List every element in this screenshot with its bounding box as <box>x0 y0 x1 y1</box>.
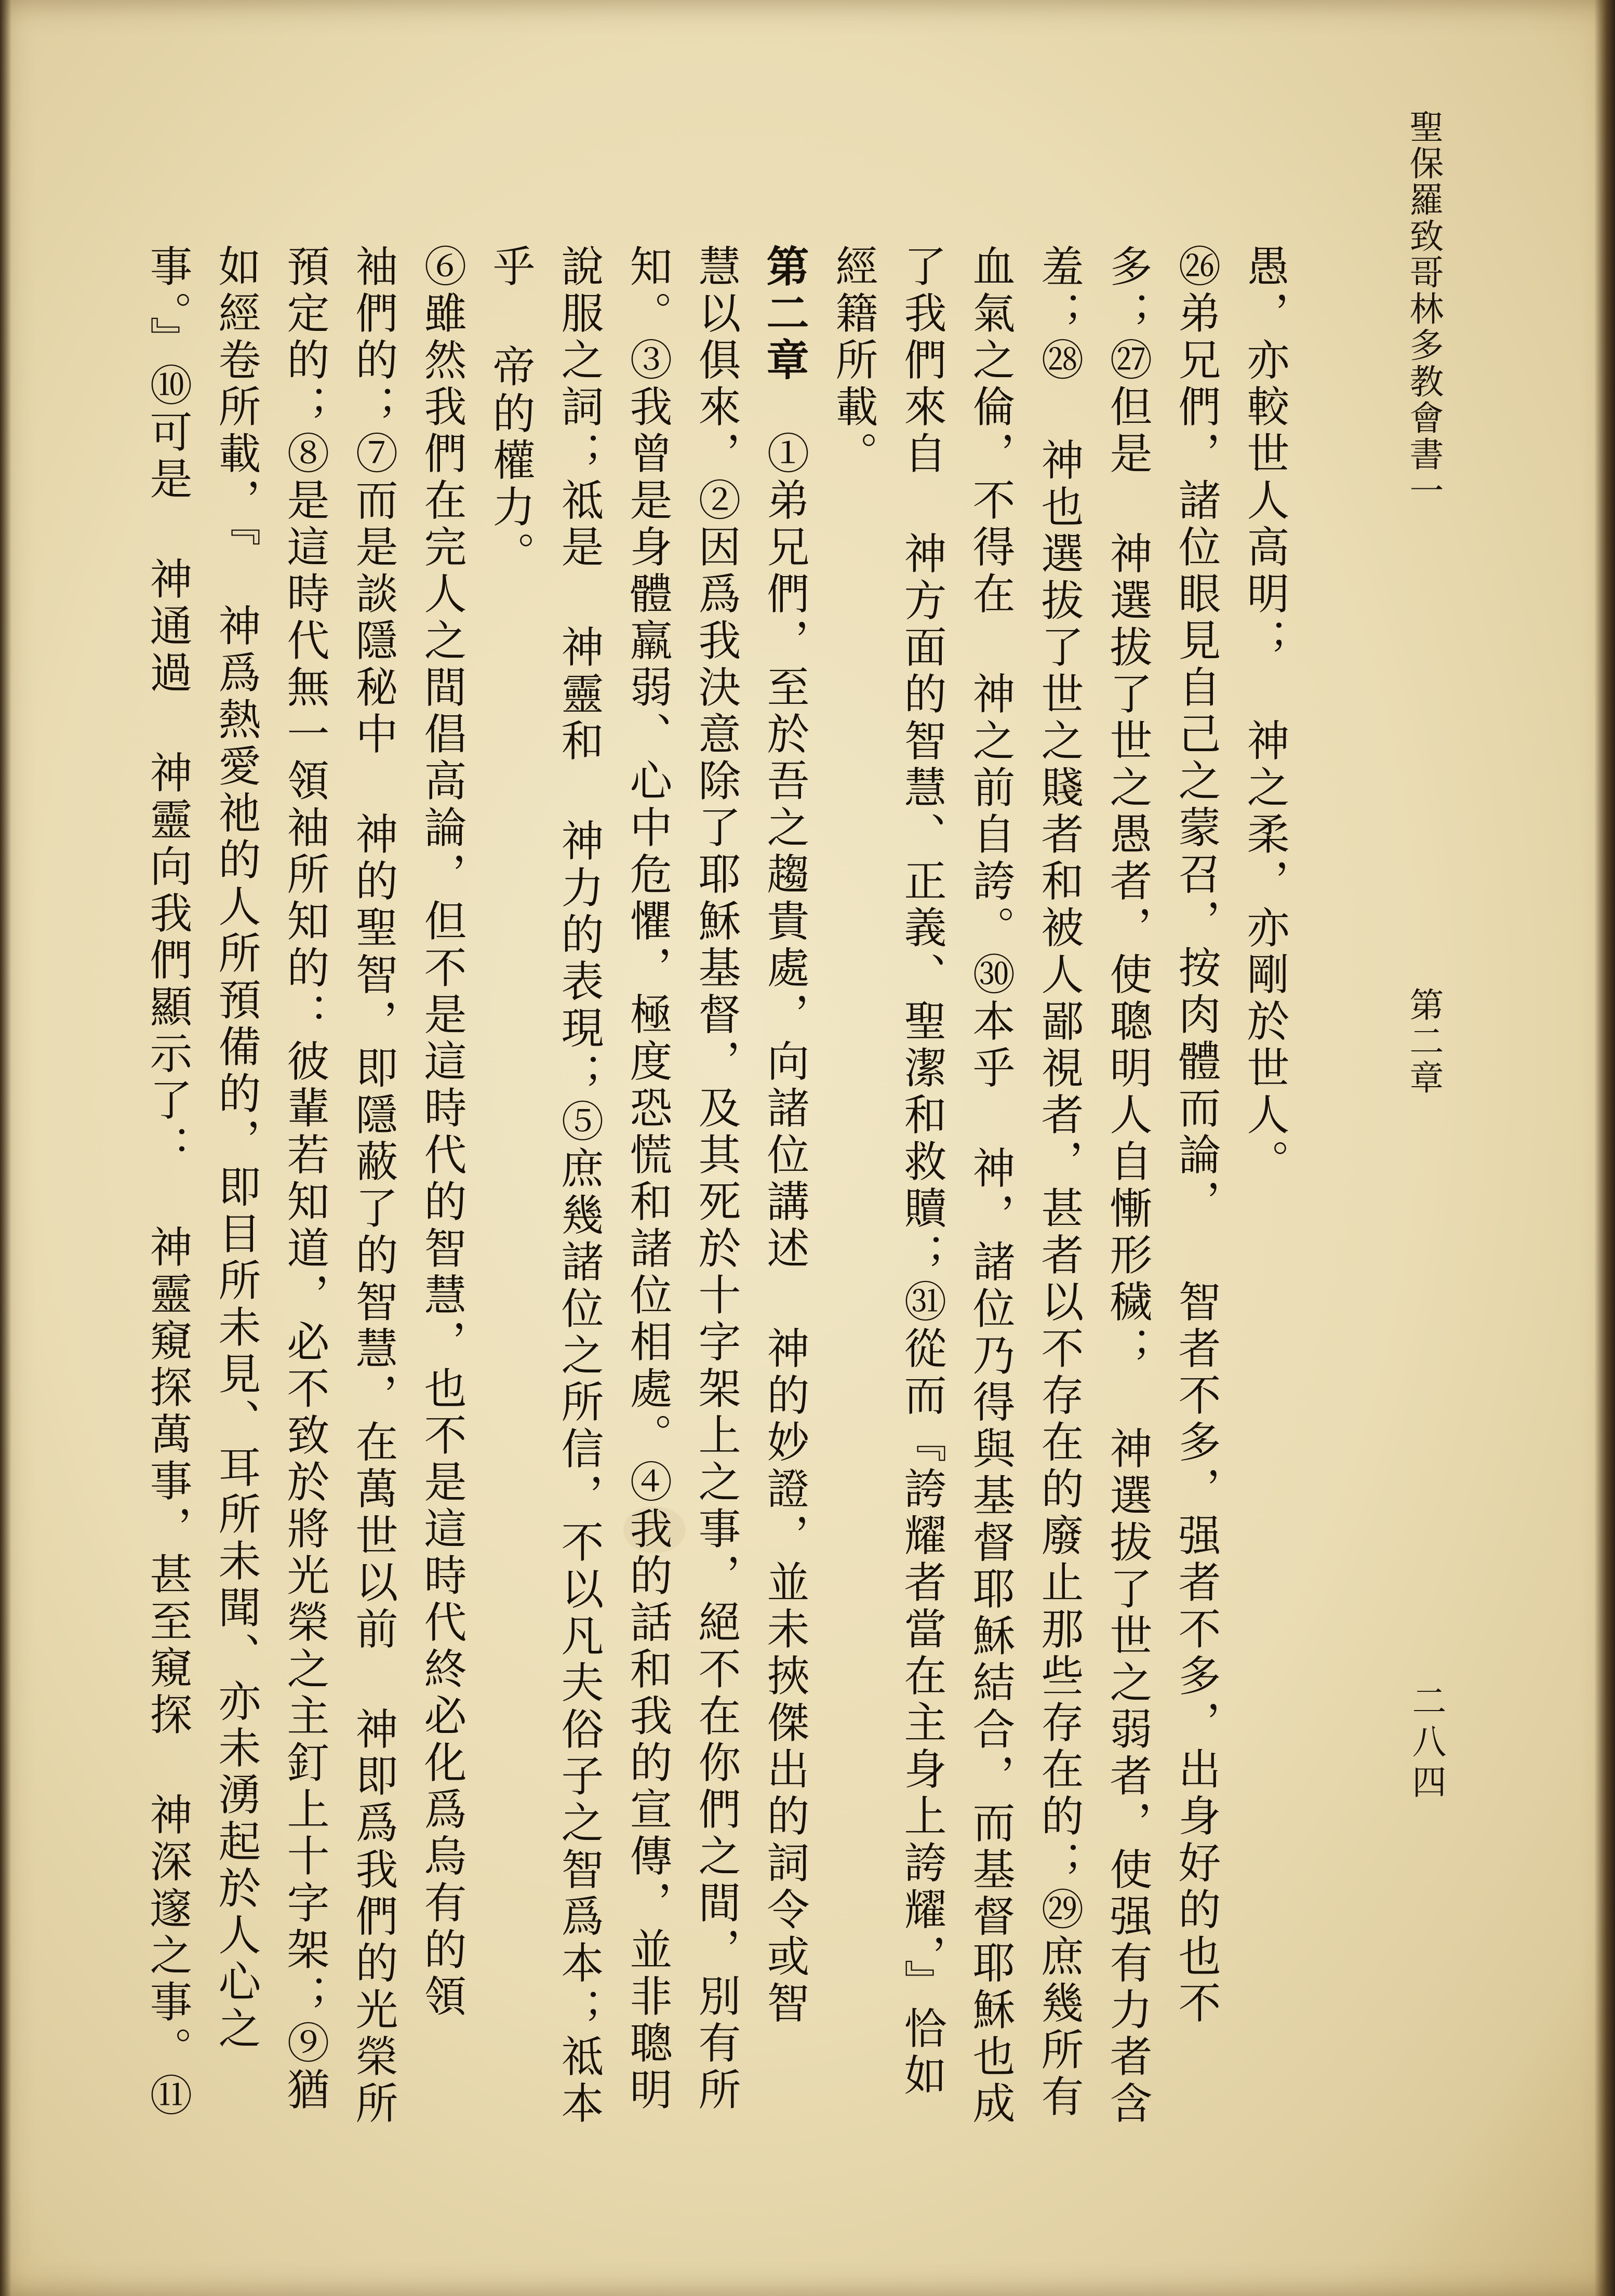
text-column: 袖們的；⑦而是談隱秘中 神的聖智，即隱蔽了的智慧，在萬世以前 神即爲我們的光榮所 <box>349 244 398 2128</box>
chapter-heading: 第二章 <box>759 244 809 384</box>
text-column: 了我們來自 神方面的智慧、正義、聖潔和救贖；㉛從而『誇耀者當在主身上誇耀，』恰如 <box>897 244 946 2100</box>
page-edge-right <box>1594 0 1615 2296</box>
text-column: 預定的；⑧是這時代無一領袖所知的：彼輩若知道，必不致於將光榮之主釘上十字架；⑨猶 <box>280 244 329 2114</box>
text-column: 乎 帝的權力。 <box>486 244 535 578</box>
chapter-opening-column <box>750 244 819 2093</box>
running-title: 聖保羅致哥林多教會書一 <box>1404 109 1444 509</box>
text-column: ㉖弟兄們，諸位眼見自己之蒙召，按肉體而論， 智者不多，强者不多，出身好的也不 <box>1171 244 1221 2027</box>
page-edge-left <box>0 0 11 2296</box>
text-column: 如經卷所載，『 神爲熱愛祂的人所預備的，即目所未見、耳所未聞、亦未湧起於人心之 <box>211 244 261 2053</box>
text-column: 慧以俱來，②因爲我決意除了耶穌基督，及其死於十字架上之事，絕不在你們之間，別有所 <box>691 244 741 2114</box>
page-number: 二八四 <box>1406 1683 1446 1805</box>
text-column: ①弟兄們，至於吾之趨貴處，向諸位講述 神的妙證，並未挾傑出的詞令或智 <box>760 431 809 2027</box>
text-column: 經籍所載。 <box>829 244 878 478</box>
text-column: 知。③我曾是身體羸弱、心中危懼，極度恐慌和諸位相處。④我的話和我的宣傳，並非聰明 <box>623 244 672 2114</box>
text-column: 事。』⑩可是 神通過 神靈向我們顯示了： 神靈窺探萬事，甚至窺探 神深邃之事。⑪ <box>143 244 192 2120</box>
text-column: 血氣之倫，不得在 神之前自誇。㉚本乎 神，諸位乃得與基督耶穌結合，而基督耶穌也成 <box>966 244 1015 2128</box>
text-column: 愚，亦較世人高明； 神之柔，亦剛於世人。 <box>1240 244 1289 1186</box>
text-column: 多；㉗但是 神選拔了世之愚者，使聰明人自慚形穢； 神選拔了世之弱者，使强有力者含 <box>1103 244 1152 2128</box>
text-column: 羞；㉘ 神也選拔了世之賤者和被人鄙視者，甚者以不存在的廢止那些存在的；㉙庶幾所有 <box>1034 244 1084 2121</box>
running-chapter: 第二章 <box>1404 987 1444 1096</box>
body-text <box>143 244 1299 2128</box>
text-column: ⑥雖然我們在完人之間倡高論，但不是這時代的智慧，也不是這時代終必化爲烏有的領 <box>417 244 466 2021</box>
text-column: 說服之詞；祗是 神靈和 神力的表現；⑤庶幾諸位之所信，不以凡夫俗子之智爲本；祗本 <box>554 244 604 2128</box>
